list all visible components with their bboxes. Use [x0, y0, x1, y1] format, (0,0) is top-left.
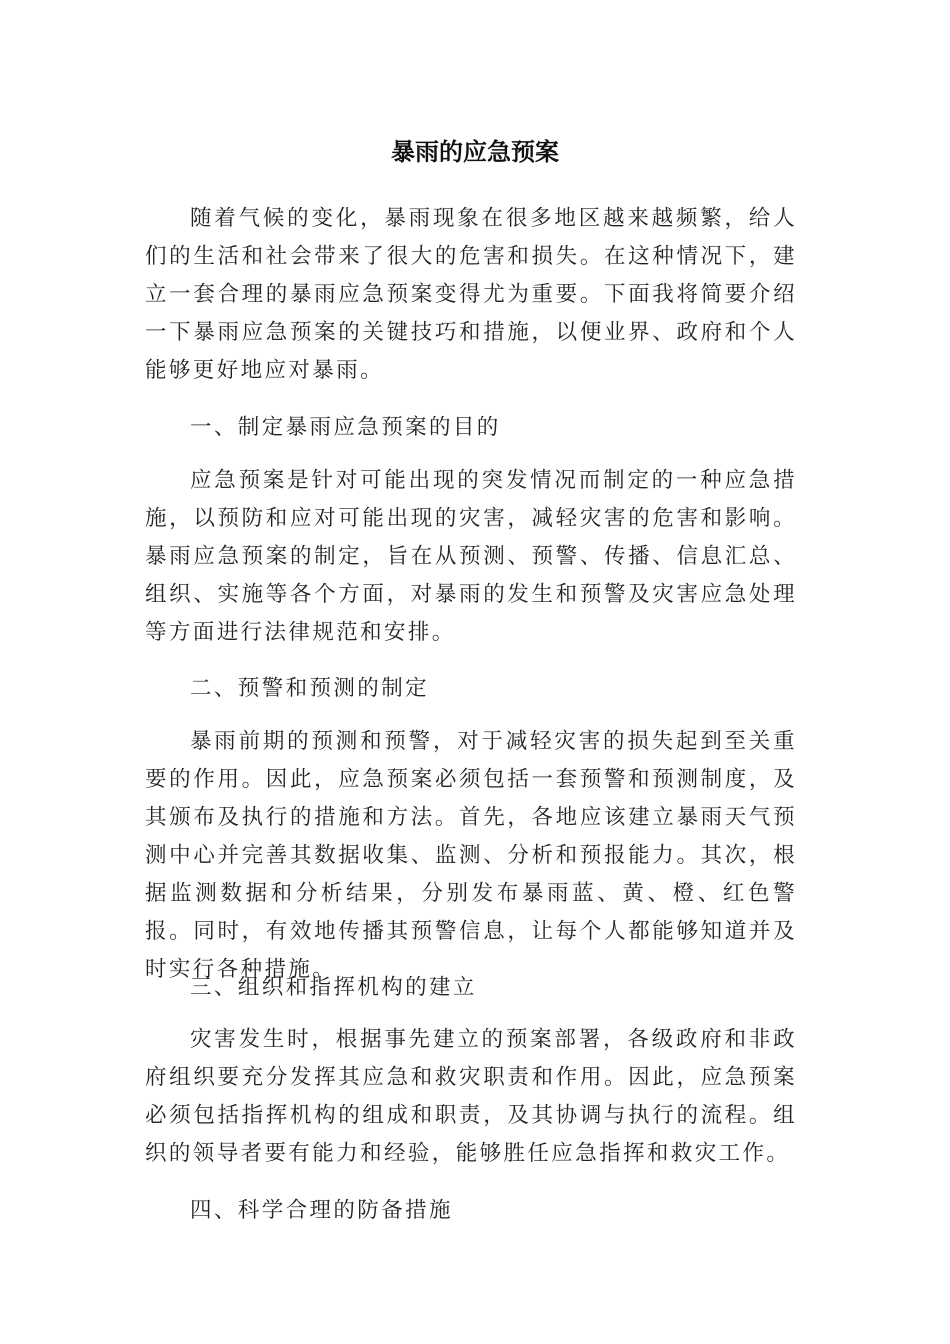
section-heading-2: 二、预警和预测的制定 — [190, 676, 430, 701]
section-paragraph-1: 应急预案是针对可能出现的突发情况而制定的一种应急措施，以预防和应对可能出现的灾害，减轻灾害的危害和影响。暴雨应急预案的制定，旨在从预测、预警、传播、信息汇总、组织、实施等各个方面，对暴雨的发生和预警及灾害应急处理等方面进行法律规范和安排。 — [145, 468, 797, 645]
document-title: 暴雨的应急预案 — [391, 138, 559, 166]
intro-paragraph: 随着气候的变化，暴雨现象在很多地区越来越频繁，给人们的生活和社会带来了很大的危害和损失。在这种情况下，建立一套合理的暴雨应急预案变得尤为重要。下面我将简要介绍一下暴雨应急预案的关键技巧和措施，以便业界、政府和个人能够更好地应对暴雨。 — [145, 206, 797, 383]
section-heading-4: 四、科学合理的防备措施 — [190, 1198, 453, 1223]
section-heading-1: 一、制定暴雨应急预案的目的 — [190, 415, 501, 440]
section-heading-3: 三、组织和指挥机构的建立 — [190, 975, 477, 1000]
section-paragraph-2: 暴雨前期的预测和预警，对于减轻灾害的损失起到至关重要的作用。因此，应急预案必须包括一套预警和预测制度，及其颁布及执行的措施和方法。首先，各地应该建立暴雨天气预测中心并完善其数据收集、监测、分析和预报能力。其次，根据监测数据和分析结果，分别发布暴雨蓝、黄、橙、红色警报。同时，有效地传播其预警信息，让每个人都能够知道并及时实行各种措施。 — [145, 729, 797, 982]
section-paragraph-3: 灾害发生时，根据事先建立的预案部署，各级政府和非政府组织要充分发挥其应急和救灾职责和作用。因此，应急预案必须包括指挥机构的组成和职责，及其协调与执行的流程。组织的领导者要有能力和经验，能够胜任应急指挥和救灾工作。 — [145, 1027, 797, 1166]
